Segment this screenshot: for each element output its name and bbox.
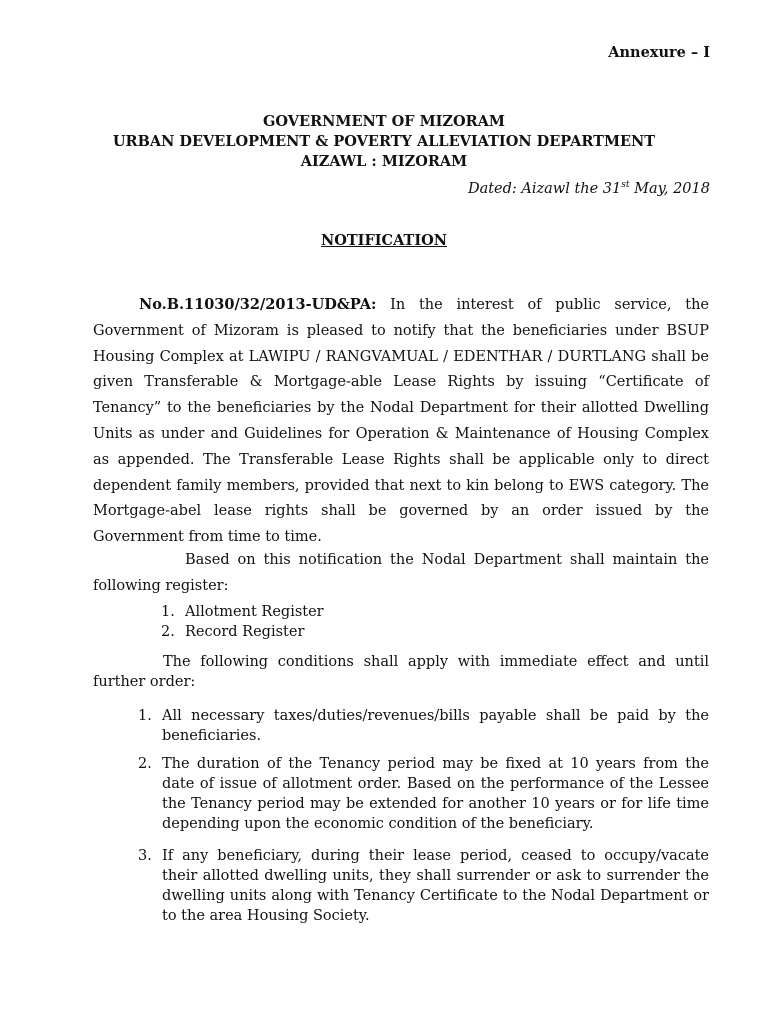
condition-item [138,706,709,746]
letterhead-department: URBAN DEVELOPMENT & POVERTY ALLEVIATION DEPARTMENT [112,133,656,150]
letterhead [0,112,768,172]
dated-ordinal: st [621,180,630,190]
register-intro-paragraph: Based on this notification the Nodal Department shall maintain the following register: [93,552,709,594]
register-item [161,622,324,642]
condition-text: If any beneficiary, during their lease period, ceased to occupy/vacate their allotted dwelling units, they shall surrender or ask to surrender the dwelling units along with Tenancy Certificate to the Nodal Department or to the area Housing Society. [162,848,709,924]
letterhead-government: GOVERNMENT OF MIZORAM [263,113,505,130]
register-item-label: Record Register [185,624,305,640]
condition-text: All necessary taxes/duties/revenues/bills payable shall be paid by the beneficiaries. [162,708,709,744]
conditions-intro-paragraph: The following conditions shall apply with immediate effect and until further order: [93,654,709,690]
dated-prefix: Dated: Aizawl the 31 [467,180,622,197]
condition-number: 3. [138,848,152,864]
notification-body-text: In the interest of public service, the Government of Mizoram is pleased to notify that the beneficiaries under BSUP Housing Complex at LAWIPU / RANGVAMUAL / EDENTHAR / DURTLANG shall be given Transferable & Mortgage-able Lease Rights by issuing “Certificate of Tenancy” to the beneficiaries by the Nodal Department for their allotted Dwelling Units as under and Guidelines for Operation & Maintenance of Housing Complex as appended. The Transferable Lease Rights shall be applicable only to direct dependent family members, provided that next to kin belong to EWS category. The Mortgage-abel lease rights shall be governed by an order issued by the Government from time to time. [93,297,709,546]
register-list [161,602,324,642]
condition-number: 2. [138,756,152,772]
condition-text: The duration of the Tenancy period may be fixed at 10 years from the date of issue of allotment order. Based on the performance of the Lessee the Tenancy period may be extended for another 10 years or for life time depending upon the economic condition of the beneficiary. [162,756,709,832]
condition-item [138,846,709,926]
register-item-number: 2. [161,624,175,640]
dated-line [468,180,710,197]
dated-suffix: May, 2018 [629,180,710,197]
notification-title: NOTIFICATION [321,232,447,249]
register-item-number: 1. [161,604,175,620]
notification-reference-number: No.B.11030/32/2013-UD&PA: [139,296,377,313]
condition-number: 1. [138,708,152,724]
annexure-label: Annexure – I [608,44,710,61]
condition-item [138,754,709,834]
letterhead-location: AIZAWL : MIZORAM [300,153,468,170]
register-item-label: Allotment Register [185,604,324,620]
notification-paragraph [93,292,709,551]
register-item [161,602,324,622]
